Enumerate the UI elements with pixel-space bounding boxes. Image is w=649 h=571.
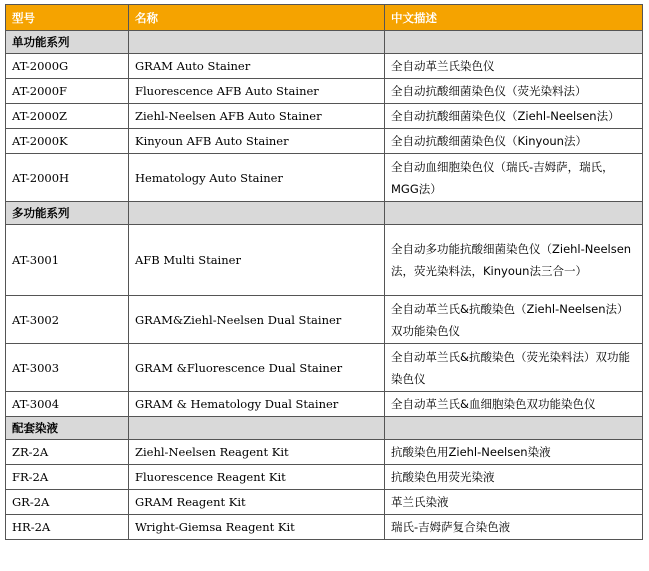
header-model: 型号 <box>6 5 129 31</box>
section-header-row <box>6 417 643 440</box>
description-cell: 瑞氏-吉姆萨复合染色液 <box>385 515 643 540</box>
section-empty-cell <box>385 202 643 225</box>
header-row <box>6 5 643 31</box>
section-title: 多功能系列 <box>6 202 129 225</box>
section-header-row <box>6 202 643 225</box>
name-cell: GRAM Auto Stainer <box>129 54 385 79</box>
name-cell: Hematology Auto Stainer <box>129 154 385 202</box>
name-cell: Fluorescence Reagent Kit <box>129 465 385 490</box>
model-cell: AT-3004 <box>6 392 129 417</box>
model-cell: AT-3002 <box>6 296 129 344</box>
table-row <box>6 465 643 490</box>
name-cell: Ziehl-Neelsen Reagent Kit <box>129 440 385 465</box>
model-cell: AT-2000Z <box>6 104 129 129</box>
name-cell: GRAM & Hematology Dual Stainer <box>129 392 385 417</box>
description-cell: 全自动抗酸细菌染色仪（Ziehl-Neelsen法） <box>385 104 643 129</box>
description-cell: 抗酸染色用荧光染液 <box>385 465 643 490</box>
description-cell: 全自动革兰氏&抗酸染色（荧光染料法）双功能染色仪 <box>385 344 643 392</box>
name-cell: AFB Multi Stainer <box>129 225 385 296</box>
table-row <box>6 296 643 344</box>
header-description: 中文描述 <box>385 5 643 31</box>
name-cell: Ziehl-Neelsen AFB Auto Stainer <box>129 104 385 129</box>
model-cell: AT-3001 <box>6 225 129 296</box>
section-empty-cell <box>385 31 643 54</box>
model-cell: FR-2A <box>6 465 129 490</box>
name-cell: Kinyoun AFB Auto Stainer <box>129 129 385 154</box>
model-cell: GR-2A <box>6 490 129 515</box>
table-row <box>6 392 643 417</box>
table-row <box>6 344 643 392</box>
section-header-row <box>6 31 643 54</box>
model-cell: AT-2000H <box>6 154 129 202</box>
description-cell: 全自动抗酸细菌染色仪（荧光染料法） <box>385 79 643 104</box>
header-name: 名称 <box>129 5 385 31</box>
name-cell: GRAM Reagent Kit <box>129 490 385 515</box>
model-cell: AT-3003 <box>6 344 129 392</box>
name-cell: Wright-Giemsa Reagent Kit <box>129 515 385 540</box>
table-row <box>6 490 643 515</box>
section-empty-cell <box>129 202 385 225</box>
table-body <box>6 31 643 540</box>
description-cell: 全自动革兰氏染色仪 <box>385 54 643 79</box>
section-title: 配套染液 <box>6 417 129 440</box>
description-cell: 全自动抗酸细菌染色仪（Kinyoun法） <box>385 129 643 154</box>
name-cell: GRAM&Ziehl-Neelsen Dual Stainer <box>129 296 385 344</box>
table-row <box>6 129 643 154</box>
product-table <box>5 4 643 540</box>
table-row <box>6 54 643 79</box>
description-cell: 全自动革兰氏&血细胞染色双功能染色仪 <box>385 392 643 417</box>
section-empty-cell <box>129 31 385 54</box>
table-row <box>6 79 643 104</box>
description-cell: 全自动血细胞染色仪（瑞氏-吉姆萨，瑞氏，MGG法） <box>385 154 643 202</box>
table-row <box>6 154 643 202</box>
table-row <box>6 440 643 465</box>
description-cell: 全自动多功能抗酸细菌染色仪（Ziehl-Neelsen法，荧光染料法，Kinyoun法三合一） <box>385 225 643 296</box>
table-row <box>6 515 643 540</box>
model-cell: HR-2A <box>6 515 129 540</box>
section-empty-cell <box>129 417 385 440</box>
name-cell: GRAM &Fluorescence Dual Stainer <box>129 344 385 392</box>
section-empty-cell <box>385 417 643 440</box>
description-cell: 抗酸染色用Ziehl-Neelsen染液 <box>385 440 643 465</box>
table-row <box>6 225 643 296</box>
table-row <box>6 104 643 129</box>
name-cell: Fluorescence AFB Auto Stainer <box>129 79 385 104</box>
model-cell: AT-2000F <box>6 79 129 104</box>
model-cell: AT-2000K <box>6 129 129 154</box>
description-cell: 革兰氏染液 <box>385 490 643 515</box>
model-cell: ZR-2A <box>6 440 129 465</box>
section-title: 单功能系列 <box>6 31 129 54</box>
description-cell: 全自动革兰氏&抗酸染色（Ziehl-Neelsen法）双功能染色仪 <box>385 296 643 344</box>
model-cell: AT-2000G <box>6 54 129 79</box>
